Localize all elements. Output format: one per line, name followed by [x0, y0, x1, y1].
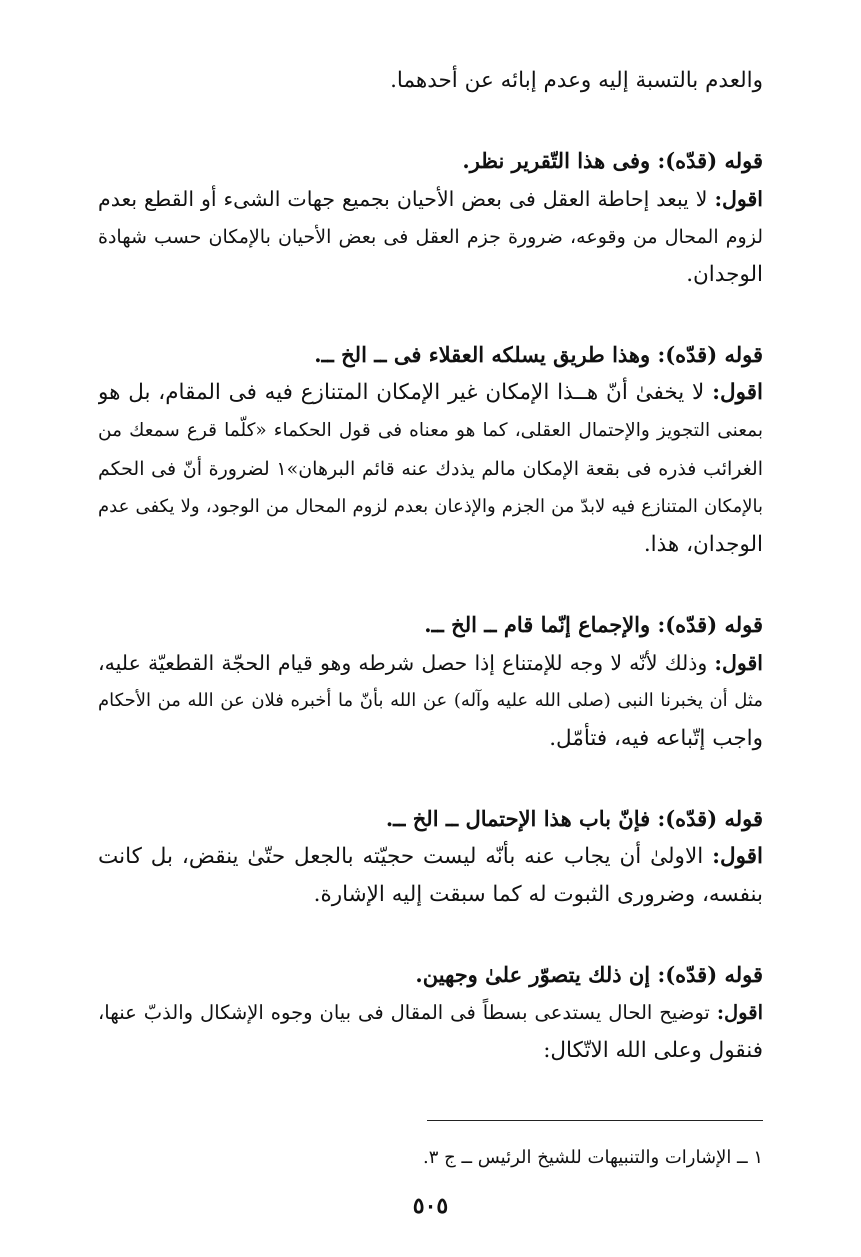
section-heading: قوله (قدّه): فإنّ باب هذا الإحتمال ــ الخ ــ.: [385, 806, 763, 831]
text-line: فنقول وعلى الله الاتّكال:: [543, 1038, 763, 1063]
text-line: بنفسه، وضرورى الثبوت له كما سبقت إليه الإشارة.: [313, 882, 763, 907]
footnote: ١ ــ الإشارات والتنبيهات للشيخ الرئيس ــ ج ٣.: [422, 1147, 763, 1168]
text-line: [98, 180, 763, 218]
text-line-content: توضيح الحال يستدعى بسطاً فى المقال فى بيان وجوه الإشكال والذبّ عنها،: [98, 1001, 710, 1024]
aqul-lead: اقول:: [712, 380, 763, 405]
commentary-section: [98, 336, 763, 564]
text-line: [98, 994, 763, 1032]
commentary-section: [98, 956, 763, 1070]
text-line: [98, 838, 763, 876]
text-line: لزوم المحال من وقوعه، ضرورة جزم العقل فى بعض الأحيان بالإمكان حسب شهادة: [98, 226, 763, 248]
page-number: ٥٠٥: [412, 1193, 449, 1219]
opening-line: والعدم بالتسبة إليه وعدم إبائه عن أحدهما.: [390, 68, 763, 93]
text-line: بمعنى التجويز والإحتمال العقلى، كما هو معناه فى قول الحكماء «كلّما قرع سمعك من: [98, 420, 763, 441]
text-line: مثل أن يخبرنا النبى (صلى الله عليه وآله) عن الله بأنّ ما أخبره فلان عن الله من الأحكام: [98, 690, 763, 711]
aqul-lead: اقول:: [716, 1001, 763, 1024]
commentary-section: [98, 800, 763, 914]
text-line-content: لا يبعد إحاطة العقل فى بعض الأحيان بجميع جهات الشىء أو القطع بعدم: [98, 187, 708, 211]
text-line: الوجدان، هذا.: [643, 532, 763, 557]
aqul-lead: اقول:: [714, 651, 763, 675]
section-heading: قوله (قدّه): وهذا طريق يسلكه العقلاء فى ــ الخ ــ.: [314, 342, 763, 367]
text-line: الوجدان.: [686, 262, 763, 287]
text-line-content: الاولىٰ أن يجاب عنه بأنّه ليست حجيّته بالجعل حتّىٰ ينقض، بل كانت: [98, 844, 704, 869]
text-line: واجب إتّباعه فيه، فتأمّل.: [549, 726, 763, 751]
section-heading: قوله (قدّه): وفى هذا التّقرير نظر.: [462, 148, 763, 173]
footnote-divider: [427, 1120, 763, 1121]
aqul-lead: اقول:: [712, 844, 763, 869]
commentary-section: [98, 606, 763, 758]
text-line: [98, 374, 763, 412]
text-line: [98, 644, 763, 682]
text-line-content: وذلك لأنّه لا وجه للإمتناع إذا حصل شرطه وهو قيام الحجّة القطعيّة عليه،: [98, 651, 708, 675]
aqul-lead: اقول:: [714, 187, 763, 211]
text-line-content: لا يخفىٰ أنّ هــذا الإمكان غير الإمكان المتنازع فيه فى المقام، بل هو: [98, 380, 705, 405]
section-heading: قوله (قدّه): إن ذلك يتصوّر علىٰ وجهين.: [415, 962, 763, 987]
commentary-section: [98, 142, 763, 294]
text-line: الغرائب فذره فى بقعة الإمكان مالم يذدك عنه قائم البرهان»١ لضرورة أنّ فى الحكم: [98, 458, 763, 480]
section-heading: قوله (قدّه): والإجماع إنّما قام ــ الخ ــ.: [424, 612, 763, 637]
text-line: بالإمكان المتنازع فيه لابدّ من الجزم والإذعان بعدم لزوم المحال من الوجود، ولا يكفى عدم: [98, 496, 763, 517]
